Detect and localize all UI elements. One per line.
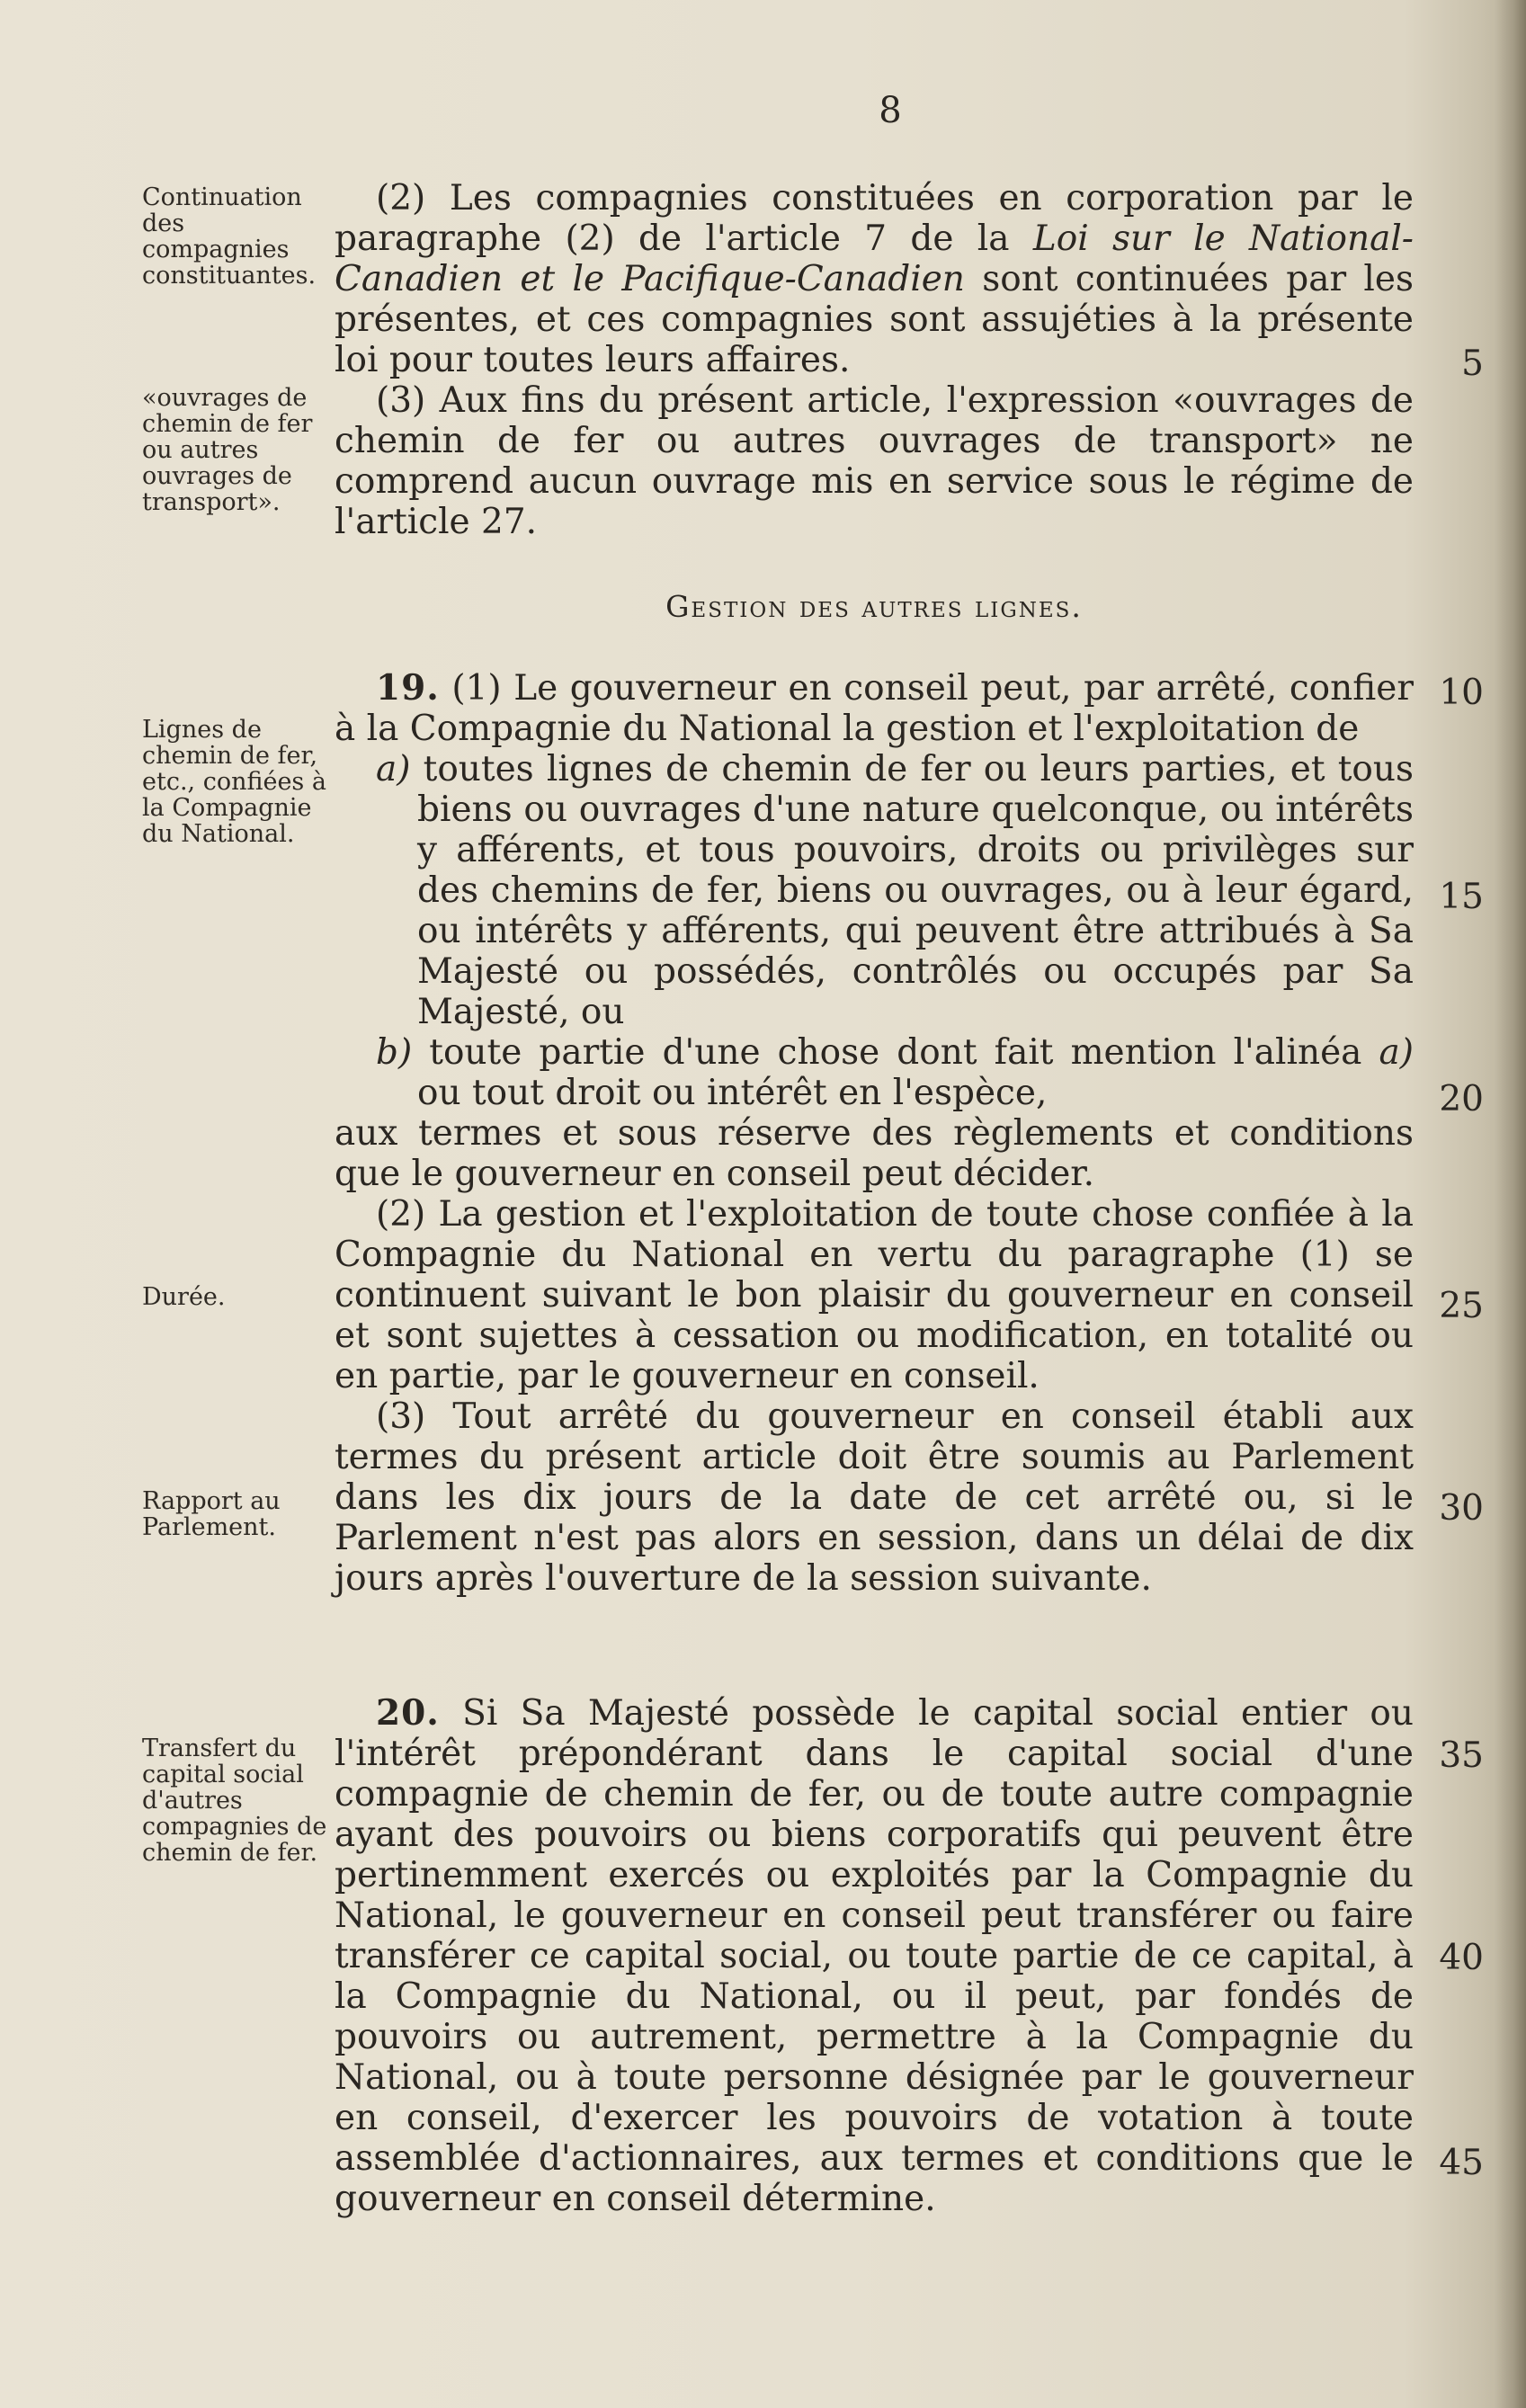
section-19-text [335, 668, 1414, 1599]
paragraph-18-3: (3) Aux fins du présent article, l'expression «ouvrages de chemin de fer ou autres ouvrages de transport» ne comprend aucun ouvrage mis en service sous le régime de l'article 27. [335, 380, 1414, 542]
line-number: 10 [1439, 673, 1484, 713]
paragraph-19-2: (2) La gestion et l'exploitation de toute chose confiée à la Compagnie du National en vertu du paragraphe (1) se continuent suivant le bon plaisir du gouverneur en conseil et sont sujettes à cessation ou modification, en totalité ou en partie, par le gouverneur en conseil. [335, 1194, 1414, 1396]
item-b-label: b) [376, 1032, 413, 1073]
margin-note-transfert: Transfert du capital social d'autres compagnies de chemin de fer. [142, 1735, 327, 1867]
section-heading: Gestion des autres lignes. [665, 589, 1083, 624]
paragraph-19-3: (3) Tout arrêté du gouverneur en conseil établi aux termes du présent article doit être soumis au Parlement dans les dix jours de la date de cet arrêté ou, si le Parlement n'est pas alors en session, dans un délai de dix jours après l'ouverture de la session suivante. [335, 1396, 1414, 1599]
line-number: 30 [1439, 1488, 1484, 1529]
paragraph-19-1: 19. (1) Le gouverneur en conseil peut, par arrêté, confier à la Compagnie du National la gestion et l'exploitation de [335, 667, 1414, 749]
line-number: 25 [1439, 1286, 1484, 1326]
act-title: Loi sur le National-Canadien et le Pacifique-Canadien [335, 219, 1414, 299]
section-number-20: 20. [376, 1692, 440, 1734]
section-20-text [335, 1693, 1414, 2219]
line-number: 20 [1439, 1079, 1484, 1119]
paragraph-18-2: (2) Les compagnies constituées en corporation par le paragraphe (2) de l'article 7 de la Loi sur le National-Canadien et le Pacifique-Canadien sont continuées par les présentes, et ces compagnies sont assujéties à la présente loi pour toutes leurs affaires. [335, 178, 1414, 380]
margin-note-ouvrages: «ouvrages de chemin de fer ou autres ouvrages de transport». [142, 384, 313, 516]
section-18-text [335, 178, 1414, 542]
item-b: b) toute partie d'une chose dont fait mention l'alinéa a) ou tout droit ou intérêt en l'espèce, [376, 1032, 1414, 1113]
section-number-19: 19. [376, 667, 440, 709]
page-edge-shadow [1495, 0, 1526, 2408]
paragraph-19-1-tail: aux termes et sous réserve des règlements et conditions que le gouverneur en conseil peut décider. [335, 1113, 1414, 1194]
page-number: 8 [879, 90, 902, 131]
line-number: 45 [1439, 2143, 1484, 2183]
margin-note-lignes: Lignes de chemin de fer, etc., confiées à la Compagnie du National. [142, 716, 326, 848]
margin-note-duree: Durée. [142, 1283, 226, 1311]
line-number: 40 [1439, 1938, 1484, 1978]
line-number: 15 [1439, 877, 1484, 917]
margin-note-continuation: Continuation des compagnies constituantes. [142, 183, 317, 290]
line-number: 35 [1439, 1735, 1484, 1776]
item-a-label: a) [376, 749, 411, 789]
margin-note-rapport: Rapport au Parlement. [142, 1487, 281, 1541]
line-number: 5 [1461, 343, 1484, 384]
paragraph-20: 20. Si Sa Majesté possède le capital social entier ou l'intérêt prépondérant dans le capital social d'une compagnie de chemin de fer, ou de toute autre compagnie ayant des pouvoirs ou biens corporatifs qui peuvent être pertinemment exercés ou exploités par la Compagnie du National, le gouverneur en conseil peut transférer ou faire transférer ce capital social, ou toute partie de ce capital, à la Compagnie du National, ou il peut, par fondés de pouvoirs ou autrement, permettre à la Compagnie du National, ou à toute personne désignée par le gouverneur en conseil, d'exercer les pouvoirs de votation à toute assemblée d'actionnaires, aux termes et conditions que le gouverneur en conseil détermine. [335, 1692, 1414, 2219]
item-a: a) toutes lignes de chemin de fer ou leurs parties, et tous biens ou ouvrages d'une nature quelconque, ou intérêts y afférents, et tous pouvoirs, droits ou privilèges sur des chemins de fer, biens ou ouvrages, ou à leur égard, ou intérêts y afférents, qui peuvent être attribués à Sa Majesté ou possédés, contrôlés ou occupés par Sa Majesté, ou [376, 749, 1414, 1032]
